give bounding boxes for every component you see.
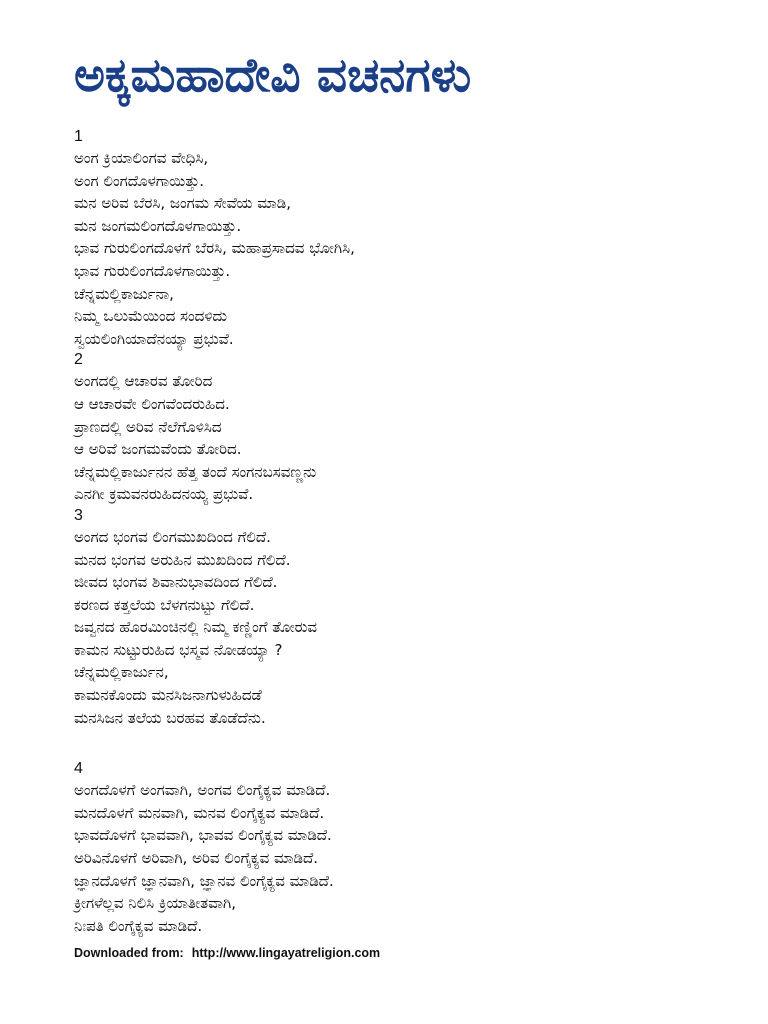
vachana-body bbox=[74, 127, 754, 937]
section-spacer bbox=[74, 729, 754, 759]
verse-line: ಮನದೊಳಗೆ ಮನವಾಗಿ, ಮನವ ಲಿಂಗೈಕ್ಯವ ಮಾಡಿದೆ. bbox=[74, 803, 325, 822]
verse-line: ಸ್ವಯಲಿಂಗಿಯಾದೆನಯ್ಯಾ ಪ್ರಭುವೆ. bbox=[74, 329, 234, 348]
verse-line: ಮನಸಿಜನ ತಲೆಯ ಬರಹವ ತೊಡೆದೆನು. bbox=[74, 708, 266, 727]
verse-line: ಕರಣದ ಕತ್ತಲೆಯ ಬೆಳಗನುಟ್ಟು ಗೆಲಿದೆ. bbox=[74, 595, 255, 614]
verse-line: ನಿಮ್ಮ ಒಲುಮೆಯಿಂದ ಸಂದಳಿದು bbox=[74, 307, 227, 326]
verse-line: ಜೀವದ ಭಂಗವ ಶಿವಾನುಭಾವದಿಂದ ಗೆಲಿದೆ. bbox=[74, 573, 278, 592]
page-title: ಅಕ್ಕಮಹಾದೇವಿ ವಚನಗಳು bbox=[74, 48, 472, 103]
verse-line: ಭಾವ ಗುರುಲಿಂಗದೊಳಗೆ ಬೆರಸಿ, ಮಹಾಪ್ರಸಾದವ ಭೋಗಿಸಿ, bbox=[74, 239, 355, 258]
vachana-section-3 bbox=[74, 506, 754, 729]
verse-line: ಭಾವ ಗುರುಲಿಂಗದೊಳಗಾಯಿತ್ತು. bbox=[74, 261, 231, 280]
download-credit bbox=[74, 945, 380, 961]
verse-line: ಆ ಆಚಾರವೇ ಲಿಂಗವೆಂದರುಹಿದ. bbox=[74, 394, 230, 413]
section-number: 4 bbox=[74, 760, 83, 778]
verse-line: ನಿಃಪತಿ ಲಿಂಗೈಕ್ಯವ ಮಾಡಿದೆ. bbox=[74, 916, 203, 935]
verse-line: ಎನಗೀ ಕ್ರಮವನರುಹಿದನಯ್ಯ ಪ್ರಭುವೆ. bbox=[74, 485, 254, 504]
verse-line: ಕಾಮನ ಸುಟ್ಟುರುಹಿದ ಭಸ್ಮವ ನೋಡಯ್ಯಾ ? bbox=[74, 640, 283, 659]
verse-line: ಅಂಗ ಲಿಂಗದೊಳಗಾಯಿತ್ತು. bbox=[74, 171, 205, 190]
section-number: 2 bbox=[74, 351, 83, 369]
verse-line: ಮನ ಜಂಗಮಲಿಂಗದೊಳಗಾಯಿತ್ತು. bbox=[74, 216, 242, 235]
verse-line: ಜ್ಞಾನದೊಳಗೆ ಜ್ಞಾನವಾಗಿ, ಜ್ಞಾನವ ಲಿಂಗೈಕ್ಯವ ಮಾಡಿದೆ. bbox=[74, 871, 334, 890]
verse-line: ಚೆನ್ನಮಲ್ಲಿಕಾರ್ಜುನಾ, bbox=[74, 284, 174, 303]
vachana-section-2 bbox=[74, 350, 754, 506]
verse-line: ಪ್ರಾಣದಲ್ಲಿ ಅರಿವ ನೆಲೆಗೊಳಿಸಿದ bbox=[74, 417, 222, 436]
vachana-section-1 bbox=[74, 127, 754, 350]
download-label: Downloaded from: bbox=[74, 946, 184, 960]
source-link[interactable]: http://www.lingayatreligion.com bbox=[191, 946, 381, 960]
verse-line: ಕ್ರೀಗಳೆಲ್ಲವ ನಿಲಿಸಿ ಕ್ರಿಯಾತೀತವಾಗಿ, bbox=[74, 894, 237, 913]
verse-line: ಅಂಗದೊಳಗೆ ಅಂಗವಾಗಿ, ಅಂಗವ ಲಿಂಗೈಕ್ಯವ ಮಾಡಿದೆ. bbox=[74, 781, 331, 800]
verse-line: ಮನದ ಭಂಗವ ಅರುಹಿನ ಮುಖದಿಂದ ಗೆಲಿದೆ. bbox=[74, 550, 291, 569]
section-number: 3 bbox=[74, 506, 83, 524]
verse-line: ಆ ಅರಿವೆ ಜಂಗಮವೆಂದು ತೋರಿದ. bbox=[74, 440, 242, 459]
verse-line: ಅರಿವಿನೊಳಗೆ ಅರಿವಾಗಿ, ಅರಿವ ಲಿಂಗೈಕ್ಯವ ಮಾಡಿದೆ. bbox=[74, 849, 319, 868]
verse-line: ಚೆನ್ನಮಲ್ಲಿಕಾರ್ಜುನ, bbox=[74, 663, 169, 682]
section-number: 1 bbox=[74, 128, 83, 145]
vachana-section-4 bbox=[74, 759, 754, 937]
verse-line: ಅಂಗದಲ್ಲಿ ಆಚಾರವ ತೋರಿದ bbox=[74, 372, 213, 391]
verse-line: ಜವ್ವನದ ಹೊರಮಿಂಚಿನಲ್ಲಿ ನಿಮ್ಮ ಕಣ್ಣಿಂಗೆ ತೋರುವ bbox=[74, 618, 318, 637]
verse-line: ಮನ ಅರಿವ ಬೆರಸಿ, ಜಂಗಮ ಸೇವೆಯ ಮಾಡಿ, bbox=[74, 194, 291, 213]
verse-line: ಕಾಮನಕೊಂದು ಮನಸಿಜನಾಗುಳುಹಿದಡೆ bbox=[74, 686, 262, 705]
verse-line: ಅಂಗ ಕ್ರಿಯಾಲಿಂಗವ ವೇಧಿಸಿ, bbox=[74, 149, 209, 167]
verse-line: ಭಾವದೊಳಗೆ ಭಾವವಾಗಿ, ಭಾವವ ಲಿಂಗೈಕ್ಯವ ಮಾಡಿದೆ. bbox=[74, 826, 332, 845]
verse-line: ಅಂಗದ ಭಂಗವ ಲಿಂಗಮುಖದಿಂದ ಗೆಲಿದೆ. bbox=[74, 527, 271, 546]
verse-line: ಚೆನ್ನಮಲ್ಲಿಕಾರ್ಜುನನ ಹೆತ್ತ ತಂದೆ ಸಂಗನಬಸವಣ್ಣನು bbox=[74, 462, 317, 481]
